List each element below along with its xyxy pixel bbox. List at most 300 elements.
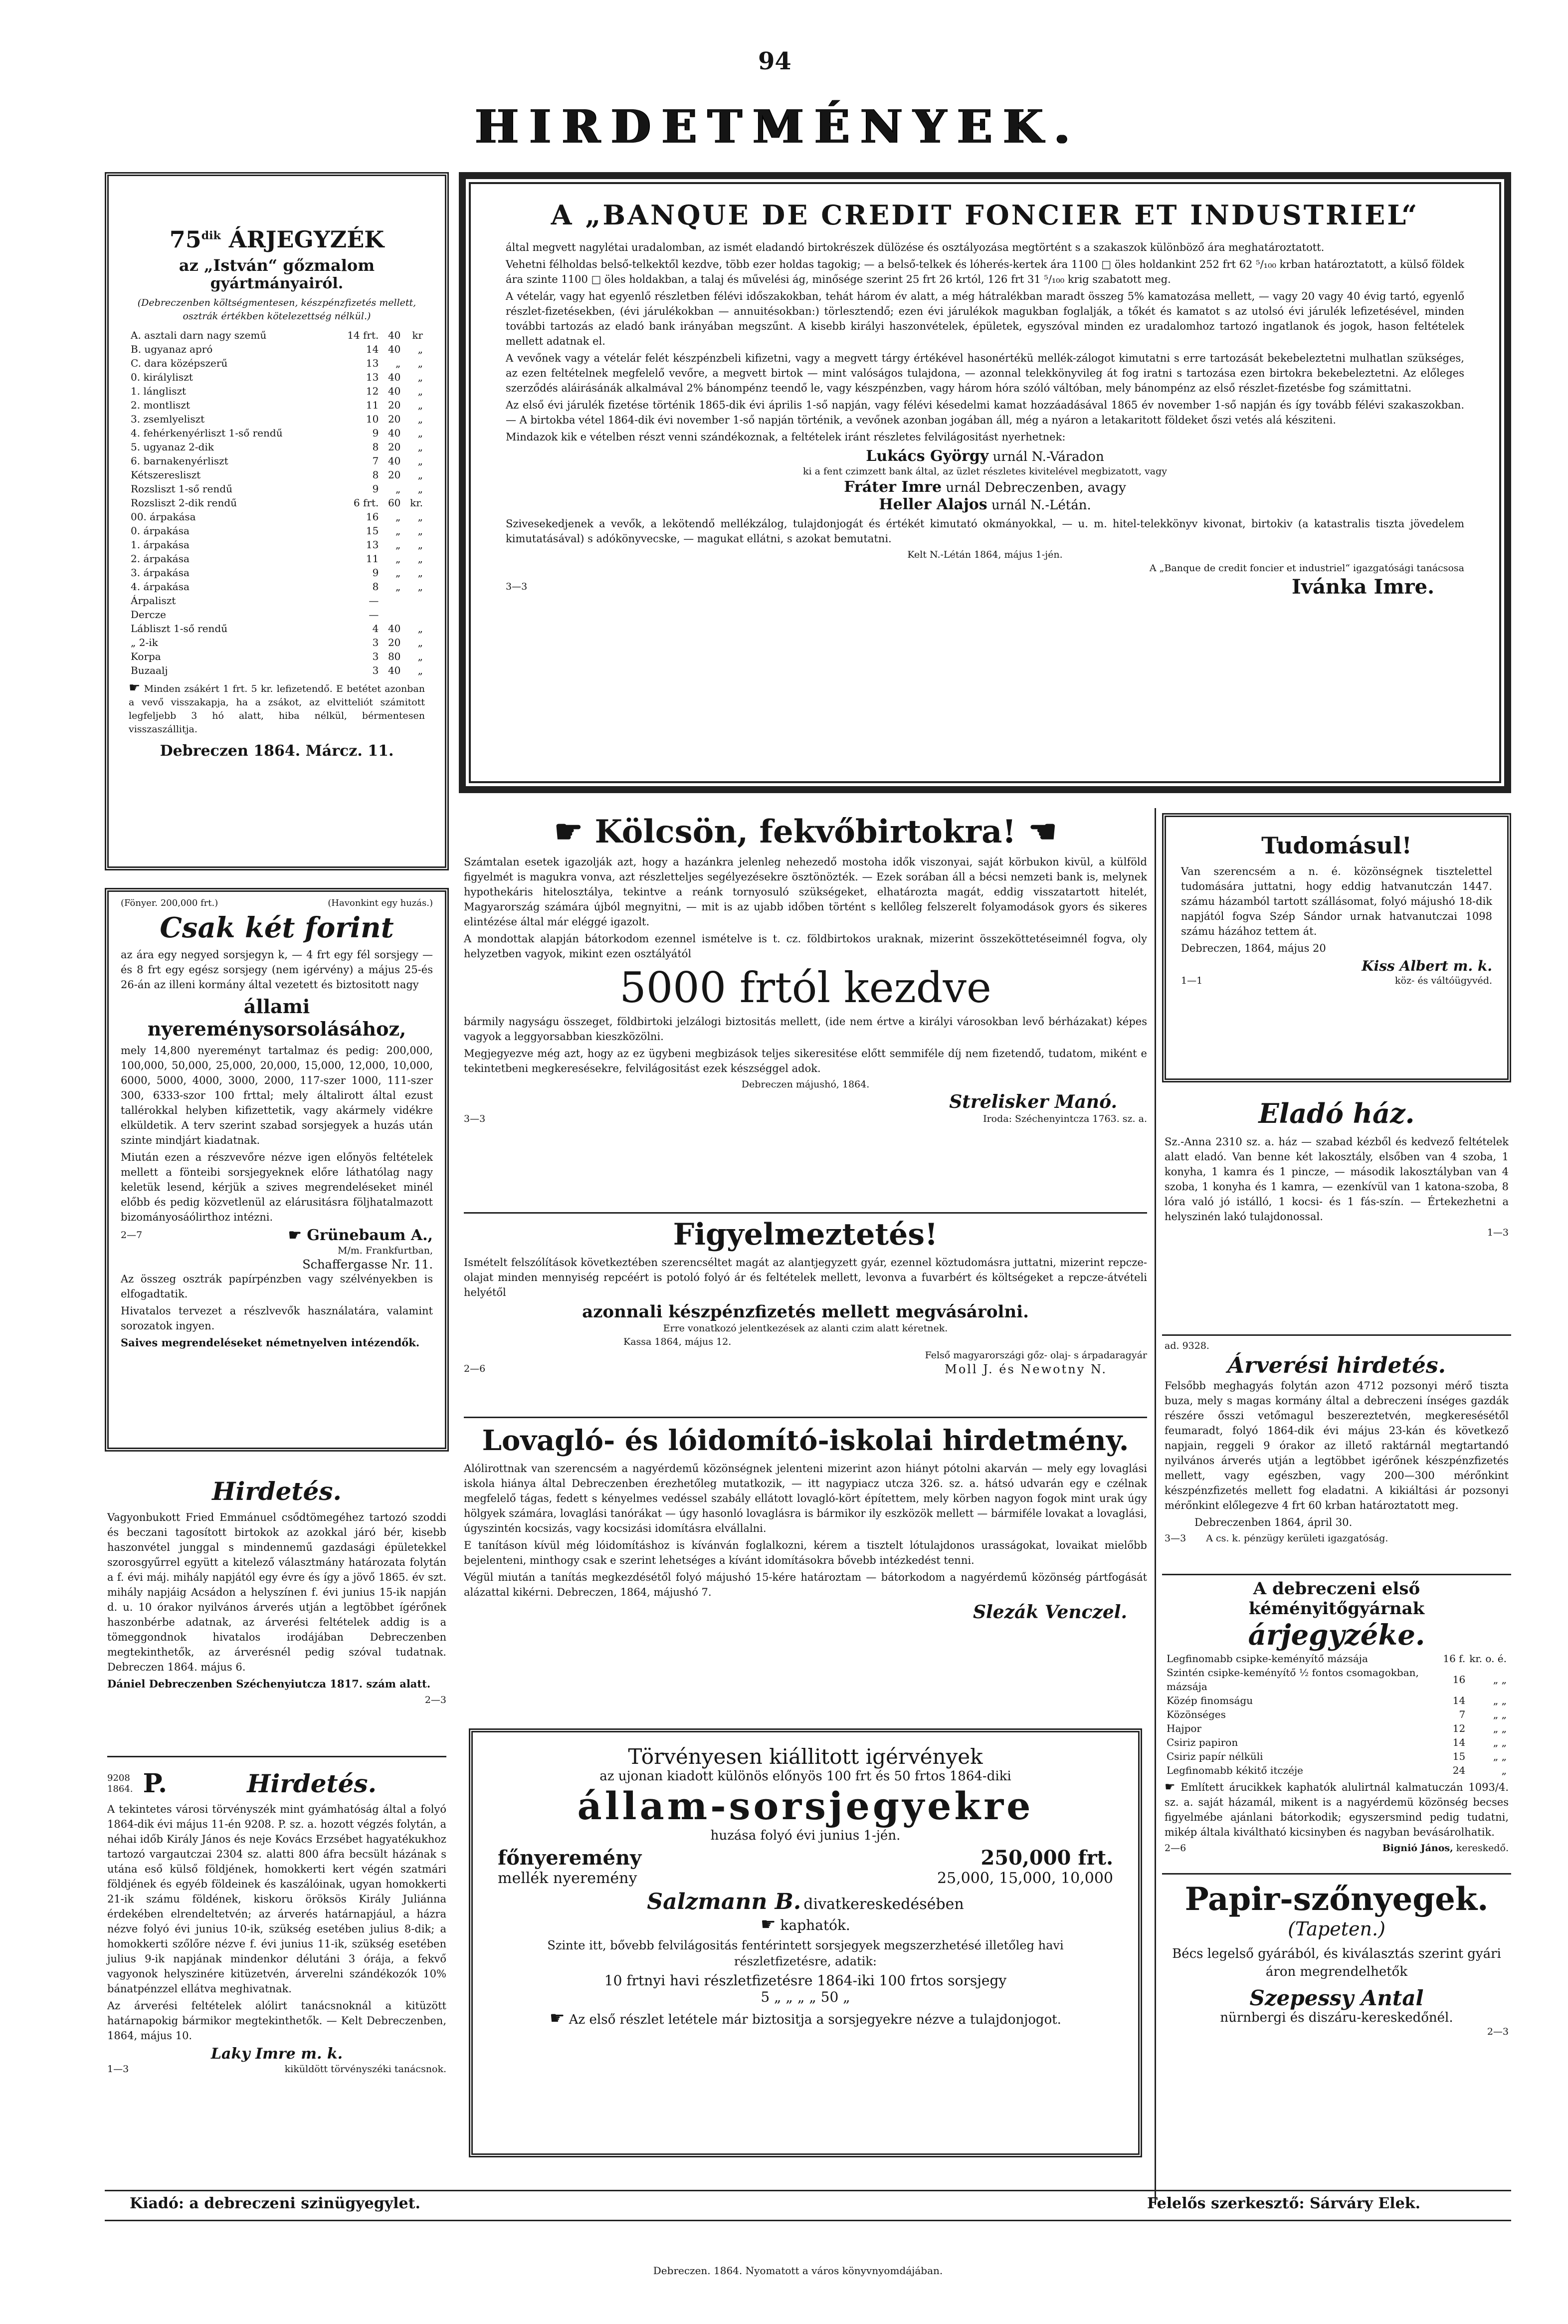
notice-1-title: Hirdetés. xyxy=(212,1477,342,1506)
price-value: 8 xyxy=(372,469,379,481)
price-value: „ xyxy=(395,357,401,369)
price-value: 20 xyxy=(388,469,401,481)
grand-prize-label: főnyeremény xyxy=(498,1846,642,1870)
starch-value: „ „ xyxy=(1493,1708,1507,1720)
price-row xyxy=(129,524,425,538)
banque-date: Kelt N.-Létán 1864, május 1-jén. xyxy=(907,549,1063,560)
lottery-paragraph-1: az ára egy negyed sorsjegyn k, — 4 frt egy fél sorsjegy — és 8 frt egy egész sorsjegy (nem igérvény) a május 25-és 26-án az illeni kormány által vezetett és biztositott nagy xyxy=(121,949,433,991)
house-for-sale-ref: 1—3 xyxy=(1487,1227,1509,1238)
price-value: „ xyxy=(417,455,423,467)
auction-signer: A cs. k. pénzügy kerületi igazgatóság. xyxy=(1206,1533,1388,1544)
price-row xyxy=(129,426,425,440)
wallpaper-role: nürnbergi és diszáru-kereskedőnél. xyxy=(1220,2010,1453,2025)
price-list-date: Debreczen 1864. Márcz. 11. xyxy=(160,742,394,760)
starch-value: 7 xyxy=(1459,1708,1466,1720)
lottery-paragraph-4: Az összeg osztrák papírpénzben vagy szélvényekben is elfogadtatik. xyxy=(121,1273,433,1300)
house-for-sale xyxy=(1165,1097,1509,1240)
auction-date: Debreczenben 1864, ápril 30. xyxy=(1194,1516,1353,1528)
price-value: 40 xyxy=(388,385,401,397)
loan-ref: 3—3 xyxy=(464,1113,486,1124)
price-value: „ xyxy=(395,539,401,551)
loan-paragraph-2: A mondottak alapján bátorkodom ezennel ismételve is t. cz. földbirtokos uraknak, mizerint összeköttetéseimnél fogva, oly helyzetben vagyok, mikint ezen osztályától xyxy=(464,933,1147,960)
price-value: „ xyxy=(395,483,401,495)
riding-school-text-2: E tanításon kívül még lóidomításhoz is kívánván foglalkozni, kérem a tisztelt lótulajdonos urasságokat, lovaikat mielőbb bejelenteni, minthogy csak e szerint lehetséges a kívánt idomításokra bővebb intézkedést tenni. xyxy=(464,1539,1147,1566)
price-value: „ xyxy=(417,483,423,495)
price-value: 16 xyxy=(366,511,379,523)
starch-title: A debreczeni első kéményitőgyárnak xyxy=(1248,1579,1425,1619)
price-row xyxy=(129,384,425,398)
starch-value: 12 xyxy=(1452,1722,1466,1734)
price-row xyxy=(129,594,425,608)
starch-value: 24 xyxy=(1452,1764,1466,1776)
price-item: Lábliszt 1-ső rendű xyxy=(131,623,228,634)
price-value: 14 xyxy=(366,343,379,355)
side-prize-amount: 25,000, 15,000, 10,000 xyxy=(937,1870,1113,1887)
starch-item: Közönséges xyxy=(1167,1708,1226,1720)
lottery-paragraph-2: mely 14,800 nyereményt tartalmaz és pedig: 200,000, 100,000, 50,000, 25,000, 20,000, 15,000, 12,000, 10,000, 6000, 5000, 4000, 3000, 2000, 117-szer 1000, 111-szer 300, 6333-szor 100 frttal; mely általirott által ezust tallérokkal helyben kifizettetik, vagy akármely vidékre elküldetik. A terv szerint szabad sorsjegyek a huzás után szinte mindjárt kiadatnak. xyxy=(121,1045,433,1146)
price-value: 20 xyxy=(388,399,401,411)
banque-contact-1-name: Lukács György xyxy=(866,447,989,465)
price-value: „ xyxy=(417,413,423,425)
starch-ref: 2—6 xyxy=(1165,1843,1186,1854)
price-value: „ xyxy=(417,469,423,481)
grand-prize-amount: 250,000 frt. xyxy=(980,1846,1113,1870)
footer-rule xyxy=(105,2190,1511,2191)
price-value: „ xyxy=(417,371,423,383)
starch-value: kr. o. é. xyxy=(1469,1653,1507,1665)
wallpaper-ref: 2—3 xyxy=(1487,2026,1509,2037)
divider xyxy=(1162,1334,1511,1336)
price-value: „ xyxy=(417,636,423,648)
price-item: 4. fehérkenyérliszt 1-ső rendű xyxy=(131,427,283,439)
pointing-hand-icon: ☛ xyxy=(761,1914,776,1934)
price-item: Rozsliszt 2-dik rendű xyxy=(131,497,237,509)
price-value: 13 xyxy=(366,539,379,551)
banque-title: A „BANQUE DE CREDIT FONCIER ET INDUSTRIEL“ xyxy=(551,199,1419,231)
price-value: 7 xyxy=(372,455,379,467)
divider xyxy=(1162,1873,1511,1875)
price-item: 4. árpakása xyxy=(131,581,190,593)
price-value: „ xyxy=(395,567,401,579)
price-item: 00. árpakása xyxy=(131,511,196,523)
price-item: 1. lángliszt xyxy=(131,385,187,397)
banque-paragraph: Vehetni félholdas belső-telkektől kezdve, több ezer holdas tagokig; — a belső-telkek és lóherés-kertek ára 1100 □ öles holdankint 252 frt 62 ⁵/₁₀₀ krban határoztatott, a külső földek ára szinte 1100 □ öles holdakban, a talaj és művelési ág, minősége szerint 25 frt 26 krtól, 126 frt 31 ⁵/₁₀₀ krig szabatott meg. xyxy=(506,258,1464,285)
notice-role: köz- és váltóügyvéd. xyxy=(1395,975,1492,986)
wallpaper-subtitle: (Tapeten.) xyxy=(1288,1918,1385,1940)
banque-signature: Ivánka Imre. xyxy=(1292,575,1434,599)
pointing-hand-icon: ☛ xyxy=(1165,1780,1176,1794)
warning-date: Kassa 1864, május 12. xyxy=(623,1336,732,1347)
banque-paragraphs xyxy=(506,240,1464,444)
banque-box xyxy=(459,172,1511,793)
starch-table xyxy=(1165,1652,1509,1777)
divider xyxy=(464,1417,1147,1418)
notice-2-ref: 1—3 xyxy=(107,2064,129,2075)
price-value xyxy=(381,594,402,608)
price-value: — xyxy=(369,609,379,621)
price-value: „ xyxy=(395,525,401,537)
price-value: 13 xyxy=(366,357,379,369)
price-row xyxy=(129,580,425,594)
banque-contact-2-name: Fráter Imre xyxy=(844,478,942,496)
notice-2 xyxy=(107,1768,446,2076)
price-item: Árpaliszt xyxy=(131,595,176,607)
starch-row xyxy=(1165,1707,1509,1721)
footer-rule xyxy=(105,2220,1511,2221)
price-value: „ xyxy=(417,343,423,355)
price-value: „ xyxy=(417,539,423,551)
price-value: „ xyxy=(417,441,423,453)
notice-2-text-2: Az árverési feltételek alólirt tanácsnoknál a kitüzött határnapokig bármikor megtekinthetők. — Kelt Debreczenben, 1864, május 10. xyxy=(107,2000,446,2042)
price-value: „ xyxy=(395,581,401,593)
lottery-heading: állami nyereménysorsolásához, xyxy=(147,995,406,1040)
price-row xyxy=(129,496,425,510)
lottery-ref: 2—7 xyxy=(121,1230,143,1241)
riding-school-text-3: Végül miután a tanítás megkezdésétől folyó májushó 15-kére határoztam — bátorkodom a nagyérdemű közönség pártfogását alázattal kikérni. Debreczen, 1864, májushó 7. xyxy=(464,1571,1147,1598)
price-row xyxy=(129,635,425,649)
price-value: 40 xyxy=(388,664,401,676)
banque-ref: 3—3 xyxy=(506,581,528,592)
starch-row xyxy=(1165,1693,1509,1707)
starch-role: kereskedő. xyxy=(1456,1843,1509,1854)
price-value: kr. xyxy=(410,497,423,509)
notice-date: Debreczen, 1864, május 20 xyxy=(1181,942,1326,954)
starch-item: Közép finomságu xyxy=(1167,1694,1253,1706)
starch-value: „ „ xyxy=(1493,1674,1507,1686)
price-item: 5. ugyanaz 2-dik xyxy=(131,441,214,453)
starch-value: 14 xyxy=(1452,1694,1466,1706)
starch-value: „ „ xyxy=(1493,1694,1507,1706)
price-value: 40 xyxy=(388,329,401,341)
starch-item: Legfinomabb csipke-keményítő mázsája xyxy=(1167,1653,1368,1665)
starch-row xyxy=(1165,1749,1509,1763)
price-row xyxy=(129,412,425,426)
divider xyxy=(464,1212,1147,1214)
merchant-rest: divatkereskedésében xyxy=(803,1896,964,1913)
price-row xyxy=(129,398,425,412)
banque-paragraph: által megvett nagylétai uradalomban, az ismét eladandó birtokrészek dülözése és osztályozása megtörtént s a szakaszok különböző ára meghatároztatott. xyxy=(506,241,1325,253)
price-item: 0. árpakása xyxy=(131,525,190,537)
starch-item: Hajpor xyxy=(1167,1722,1201,1734)
price-value: 3 xyxy=(372,650,379,662)
riding-school-title: Lovagló- és lóidomító-iskolai hirdetmény. xyxy=(482,1424,1129,1457)
starch-row xyxy=(1165,1721,1509,1735)
price-item: C. dara középszerű xyxy=(131,357,228,369)
banque-signed-for: A „Banque de credit foncier et industriel“ igazgatósági tanácsosa xyxy=(1149,563,1464,574)
price-item: 3. árpakása xyxy=(131,567,190,579)
price-item: 2. árpakása xyxy=(131,553,190,565)
promissory-available: kaphatók. xyxy=(780,1917,850,1933)
promissory-paragraph-1: Szinte itt, bővebb felvilágositás fentérintett sorsjegyek megszerzhetésé illetőleg havi részletfizetésre, adatik: xyxy=(547,1938,1064,1968)
price-value: 15 xyxy=(366,525,379,537)
price-item: 3. zsemlyeliszt xyxy=(131,413,205,425)
price-value: 3 xyxy=(372,664,379,676)
price-row xyxy=(129,566,425,580)
notice-2-signature: Laky Imre m. k. xyxy=(210,2045,343,2063)
wallpaper-title: Papir-szőnyegek. xyxy=(1184,1881,1489,1918)
banque-paragraph: Mindazok kik e vételben részt venni szándékoznak, a feltételek iránt részletes felvilágositást nyerhetnek: xyxy=(506,431,1066,443)
loan-paragraph-3: bármily nagyságu összeget, földbirtoki jelzálogi biztositás mellett, (ide nem értve a királyi városokban levő bérházakat) képes vagyok a leggyorsabban kieszközölni. xyxy=(464,1016,1147,1043)
price-value: „ xyxy=(417,427,423,439)
loan-date: Debreczen májushó, 1864. xyxy=(741,1079,870,1090)
warning-ad xyxy=(464,1217,1147,1376)
price-item: Kétszeresliszt xyxy=(131,469,201,481)
warning-company-2: Moll J. és Newotny N. xyxy=(945,1362,1107,1376)
starch-item: Csiriz papiron xyxy=(1167,1736,1238,1748)
starch-value: 15 xyxy=(1452,1750,1466,1762)
loan-office: Iroda: Széchenyintcza 1763. sz. a. xyxy=(983,1113,1147,1124)
divider xyxy=(1162,1574,1511,1575)
riding-school-text: Alólirottnak van szerencsém a nagyérdemű közönségnek jelenteni mizerint azon hiányt pótolni akarván — mely egy lovaglási iskola hiánya által Debreczenben érezhetőleg mutatkozik, — itt nagypiacz utcza 326. sz. a. hátsó udvarán egy e czélnak megfelelő tágas, fedett s kényelmes vedéssel szabály ellátott lovagló-kört építettem, mely körben nagyon fogok mint urak úgy hölgyek számára, lovaglási tanórákat — úgy hasonló lovaglásra is bármikor ily eszközök mellett — bármiféle lovakat a lovaglási, úgyszintén kocsizás, vagy kocsizási idomításra elvállalni. xyxy=(464,1463,1147,1534)
riding-school-signature: Slezák Venczel. xyxy=(973,1602,1127,1623)
price-row xyxy=(129,440,425,454)
price-table xyxy=(129,328,425,677)
price-item: A. asztali darn nagy szemű xyxy=(131,329,267,341)
wallpaper-ad xyxy=(1165,1881,1509,2039)
promissory-line-2: az ujonan kiadott különös előnyös 100 frt és 50 frtos 1864-diki xyxy=(599,1769,1011,1784)
starch-value: 16 xyxy=(1452,1674,1466,1686)
footer-publisher: Kiadó: a debreczeni szinügyegylet. xyxy=(130,2195,420,2212)
auction-title: Árverési hirdetés. xyxy=(1227,1353,1446,1378)
auction-ref: 3—3 xyxy=(1165,1533,1186,1544)
loan-paragraph-4: Megjegyezve még azt, hogy az ez ügybeni megbizások teljes sikeresitése előtt semmiféle díj nem fizetendő, tudatom, miként e tekintetbeni megkeresésekre, felvilágositást ezek készséggel adok. xyxy=(464,1048,1147,1074)
price-row xyxy=(129,622,425,635)
price-value: 20 xyxy=(388,636,401,648)
price-value: 11 xyxy=(366,399,379,411)
price-value: 12 xyxy=(366,385,379,397)
pointing-hand-icon: ☛ xyxy=(550,2008,565,2028)
price-list-note: (Debreczenben költségmentesen, készpénzfizetés mellett, osztrák értékben kötelezettség nélkül.) xyxy=(137,297,416,322)
lottery-ad-box xyxy=(105,888,449,1452)
price-item: 6. barnakenyérliszt xyxy=(131,455,228,467)
price-item: 2. montliszt xyxy=(131,399,190,411)
banque-contact-3-name: Heller Alajos xyxy=(879,496,987,513)
starch-row xyxy=(1165,1666,1509,1693)
price-row xyxy=(129,608,425,622)
lottery-signature: Grünebaum A., xyxy=(307,1227,433,1244)
price-value: „ xyxy=(417,650,423,662)
notice-ref: 1—1 xyxy=(1181,975,1203,986)
price-item: Rozsliszt 1-ső rendű xyxy=(131,483,232,495)
auction-notice xyxy=(1165,1339,1509,1545)
price-list-subtitle-2: gyártmányairól. xyxy=(210,275,344,292)
price-value: 40 xyxy=(388,427,401,439)
auction-number: ad. 9328. xyxy=(1165,1340,1209,1351)
divider xyxy=(107,1756,446,1757)
footer-printer: Debreczen. 1864. Nyomatott a város könyvnyomdájában. xyxy=(653,2265,943,2277)
warning-ref: 2—6 xyxy=(464,1363,486,1374)
loan-title: Kölcsön, fekvőbirtokra! xyxy=(594,813,1016,850)
price-item: 1. árpakása xyxy=(131,539,190,551)
lottery-signature-line-2: M/m. Frankfurtban, xyxy=(337,1245,433,1256)
notice-2-year: 1864. xyxy=(107,1783,133,1794)
price-row xyxy=(129,663,425,677)
riding-school-ad xyxy=(464,1424,1147,1623)
price-row xyxy=(129,482,425,496)
notice-1-ref: 2—3 xyxy=(424,1694,446,1705)
notice-2-number: 9208 xyxy=(107,1772,130,1783)
price-row xyxy=(129,538,425,552)
warning-bold: azonnali készpénzfizetés mellett megvásárolni. xyxy=(582,1302,1029,1322)
price-row xyxy=(129,552,425,566)
price-list-box xyxy=(105,172,449,870)
price-value: „ xyxy=(417,385,423,397)
lottery-paragraph-3: Miután ezen a részvevőre nézve igen előnyös feltételek mellett a fönteibi sorsjegyeknek előre láthatólag nagy keletük lesend, kérjük a szives megrendeléseket minél előbb és pedig közvetlenül az elárusitásra följhatalmazott bizományosáólirthoz intézni. xyxy=(121,1151,433,1223)
starch-price-list xyxy=(1165,1579,1509,1855)
loan-ad xyxy=(464,813,1147,1126)
price-value: 14 frt. xyxy=(347,329,379,341)
price-value: „ xyxy=(417,623,423,634)
starch-row xyxy=(1165,1735,1509,1749)
house-for-sale-text: Sz.-Anna 2310 sz. a. ház — szabad kézből és kedvező feltételek alatt eladó. Van benne két lakosztály, elsőben van 4 szoba, 1 konyha, 1 kamra és 1 pincze, — második lakosztályban van 4 szoba, 1 konyha és 1 kamra, — ezenkívül van 1 katona-szoba, 8 lóra való jó istálló, 1 kocsi- és 1 fás-szín. — Értekezhetni a helyszinén lakó tulajdonossal. xyxy=(1165,1136,1509,1223)
promissory-line-1: Törvényesen kiállitott igérvények xyxy=(628,1744,983,1769)
notice-2-text: A tekintetes városi törvényszék mint gyámhatóság által a folyó 1864-dik évi május 11-én 9208. P. sz. a. hozott végzés folytán, a néhai időb Király János és neje Kovács Erzsébet hagyatékukhoz tartozó vargautczai 2304 sz. alatti 800 áfra becsült házának s utána eső külső földjének, homokkerti kert végén szatmári földjének és egyéb földeinek és kaszálóinak, ugyan homokkerti 21-ik számu földének, kiskoru öröksös Király Juliánna érdekében elrendeltetvén; az árverés határnapjául, a házra nézve folyó évi junius 10-ik, szükség esetében julius 8-dik; a homokkerti szőlőre nézve f. évi junius 11-ik, szükség esetében julius 9-ik napjának mindenkor délutáni 3 órája, a fekvő vagyonok helyszinére kitüzetvén, árverelni szándékozók 10% bánatpénzzel ellátva meghivatnak. xyxy=(107,1803,446,1995)
price-value: 6 frt. xyxy=(353,497,379,509)
price-value: 13 xyxy=(366,371,379,383)
notice-signature: Kiss Albert m. k. xyxy=(1362,958,1492,974)
notice-text: Van szerencsém a n. é. közönségnek tisztelettel tudomására juttatni, hogy eddig hatvanutczán 1447. számu házamból tartott szállásomat, folyó májushó 18-dik napjától fogva Szép Sándor urnak hatvanutczai 1098 számu házához tettem át. xyxy=(1181,865,1492,937)
price-row xyxy=(129,356,425,370)
warning-text-2: Erre vonatkozó jelentkezések az alanti czim alatt kéretnek. xyxy=(663,1323,948,1334)
price-value: 3 xyxy=(372,636,379,648)
house-for-sale-title: Eladó ház. xyxy=(1258,1097,1415,1129)
price-list-number-suffix: dik xyxy=(201,229,221,242)
price-value: „ xyxy=(417,664,423,676)
price-value: 10 xyxy=(366,413,379,425)
starch-value: „ „ xyxy=(1493,1736,1507,1748)
notice-1-signer: Dániel Debreczenben Széchenyiutcza 1817. szám alatt. xyxy=(107,1678,431,1690)
price-value: „ xyxy=(417,357,423,369)
price-value: 8 xyxy=(372,441,379,453)
price-value: 9 xyxy=(372,427,379,439)
promissory-line-4: huzása folyó évi junius 1-jén. xyxy=(710,1828,901,1843)
starch-value: 16 f. xyxy=(1443,1653,1466,1665)
wallpaper-signer: Szepessy Antal xyxy=(1249,1986,1424,2010)
banque-paragraph: Az első évi járulék fizetése történik 1865-dik évi április 1-ső napján, vagy félévi késedelmi kamat hozzáadásával 1865 év november 1-ső napján és így tovább félévi szakaszokban. — A birtokba vétel 1864-dik évi november 1-ső napján történik, a vevőnek azonban jogában áll, még a nyáron a letakaritott földeket őszi vetés alá késziteni. xyxy=(506,399,1464,426)
notice-box xyxy=(1162,813,1511,1082)
promissory-box xyxy=(469,1728,1142,2157)
price-row xyxy=(129,342,425,356)
notice-2-role: kiküldött törvényszéki tanácsnok. xyxy=(284,2064,446,2075)
notice-title: Tudomásul! xyxy=(1261,832,1412,859)
loan-signature: Strelisker Manó. xyxy=(949,1091,1117,1112)
price-value xyxy=(402,608,425,622)
starch-subtitle: árjegyzéke. xyxy=(1248,1619,1425,1652)
price-row xyxy=(129,510,425,524)
price-list-footer: ☛ Minden zsákért 1 frt. 5 kr. lefizetendő. E betétet azonban a vevő visszakapja, ha a zsákot, az elvitteliót számitott legfeljebb 3 hó alatt, hiba nélkül, bérmentesen visszaszállitja. xyxy=(129,680,425,735)
banque-contact-3-rest: urnál N.-Létán. xyxy=(991,498,1091,513)
price-value: „ xyxy=(417,511,423,523)
price-list-subtitle-1: az „István“ gőzmalom xyxy=(179,256,375,275)
notice-1-text: Vagyonbukott Fried Emmánuel csődtömegéhez tartozó szoddi és beczani tagosított birtokok az azokkal járó bér, kisebb haszonvétel junggal s mindennemű gazdasági épületekkel szorosgyűrrel együtt a kitelező választmány határozata folytán a f. évi máj. mihály napjától egy évre és így a jövő 1865. év szt. mihály napjáig Acsádon a helyszínen f. évi junius 15-ik napján d. u. 10 órakor nyilvános árverés utján a legtöbbet ígérőnek haszonbérbe adatnak, az árverési feltételek addig is a tömeggondnok hivatalos irodájában Debreczenben megtekinthetők, az árverésnél pedig szóval tudatnak. Debreczen 1864. május 6. xyxy=(107,1511,446,1673)
notice-1 xyxy=(107,1477,446,1707)
banque-contact-1-rest: urnál N.-Váradon xyxy=(992,449,1104,464)
wallpaper-text: Bécs legelső gyárából, és kiválasztás szerint gyári áron megrendelhetők xyxy=(1172,1946,1501,1979)
banque-paragraph: A vételár, vagy hat egyenlő részletben félévi időszakokban, tehát három év alatt, a még hátralékban maradt összeg 5% kamatozása mellett, — vagy 20 vagy 40 évig tartó, egyenlő részlet-fizetésekben, (évi járulékokban — annuitésokban:) törlesztendő; ezen évi járulékok magukban foglalják, a tőkét és kamatot s az utolsó évi járulék lefizetésével, minden további tartozás az eladó bank irányában megszűnt. A kisebb királyi haszonvételek, épületek, egyszóval minden ez uradalomhoz tartozó ingatlanok és jogok, hason feltételek mellett adatnak el. xyxy=(506,290,1464,347)
price-value: 40 xyxy=(388,623,401,634)
pointing-hand-icon: ☛ xyxy=(554,813,583,850)
price-value: 11 xyxy=(366,553,379,565)
loan-paragraph-1: Számtalan esetek igazolják azt, hogy a hazánkra jelenleg nehezedő mostoha idők viszonyai, saját körbukon kivül, a külföld figyelmét is magukra vonva, azt részletteljes segélyezésekre ösztönözték. — Ezek sorában áll a bécsi nemzeti bank is, melynek hypothekáris hitelosztálya, tekintve a reánk tornyosuló szükségeket, elhatározta magát, eddig visszatartott hitelét, Magyarország számára újból megnyitni, — mit is az ujabb időben történt s kellőleg felszerelt folyamodások gyors és sikeres elintézése által már eléggé igazolt. xyxy=(464,856,1147,928)
column-divider xyxy=(1155,808,1156,2205)
price-value: „ xyxy=(417,525,423,537)
footer-editor: Felelős szerkesztő: Sárváry Elek. xyxy=(1147,2195,1421,2212)
starch-signer: Bignió János, xyxy=(1382,1843,1453,1854)
price-value: „ xyxy=(417,581,423,593)
price-value: 40 xyxy=(388,371,401,383)
page-number: 94 xyxy=(758,47,791,75)
price-item: Buzaalj xyxy=(131,664,168,676)
notice-2-title: Hirdetés. xyxy=(247,1769,377,1798)
pointing-hand-icon: ☛ xyxy=(288,1227,302,1244)
price-item: „ 2-ik xyxy=(131,636,158,648)
price-value: 8 xyxy=(372,581,379,593)
notice-2-p: P. xyxy=(143,1768,168,1799)
price-value: „ xyxy=(417,567,423,579)
price-value: „ xyxy=(417,553,423,565)
auction-text: Felsőbb meghagyás folytán azon 4712 pozsonyi mérő tiszta buza, mely s magas kormány által a debreczeni ínséges gazdák részére ősszi vetőmagul beszereztetvén, megkeresésétől feumaradt, folyó 1864-dik évi május 23-kán és következő napjain, reggeli 9 órakor az illető raktárnál megtartandó nyilvános árverés utján a legtöbbet igérőnek készpénzfizetés mellett, vagy egészben, vagy 200—300 mérőnkint készpénzfizetés mellett fog eladatni. A kikiáltási ár pozsonyi mérőnkint előlegezve 4 frt 60 krban határoztatott meg. xyxy=(1165,1380,1509,1511)
price-value: — xyxy=(369,595,379,607)
price-value: 4 xyxy=(372,623,379,634)
banque-paragraph: A vevőnek vagy a vételár felét készpénzbeli kifizetni, vagy a megvett tárgy értékével hasonértékü mellék-zálogot kimutatni s erre tartozását bekebeleztetni mulhatlan szükséges, az ezen feltételnek megfelelő vevőre, a megvett birtok — mint valóságos tulajdona, — azonnal telekkönyvileg át fog iratni s tartozása ezen birtokra bekebeleztetni. Az előleges szerződés aláirásánák alkalmával 2% bánompénz teendő le, vagy készpénzben, vagy három hóra szóló váltóban, mely bánompénz az első részlet-fizetésbe fog számittatni. xyxy=(506,352,1464,394)
starch-value: 14 xyxy=(1452,1736,1466,1748)
price-value: 40 xyxy=(388,343,401,355)
warning-company-1: Felső magyarországi gőz- olaj- s árpadaragyár xyxy=(925,1350,1147,1361)
lottery-paragraph-6: Saives megrendeléseket németnyelven intézendők. xyxy=(121,1336,420,1349)
banque-closing: Szivesekedjenek a vevők, a lekötendő mellékzálog, tulajdonjogát és értékét kimutató okmányokkal, — u. m. hitel-telekkönyv kivonat, birtokiv (a katastralis tiszta jövedelem kimutatásával) s adókönyvecske, — magukat ellátni, s azokat bemutatni. xyxy=(506,518,1464,545)
starch-item: Legfinomabb kékitő itczéje xyxy=(1167,1764,1303,1776)
lottery-signature-line-3: Schaffergasse Nr. 11. xyxy=(302,1258,433,1271)
starch-item: Csiriz papír nélküli xyxy=(1167,1750,1263,1762)
price-value: „ xyxy=(395,553,401,565)
masthead: HIRDETMÉNYEK. xyxy=(475,100,1081,154)
promissory-line-3: állam-sorsjegyekre xyxy=(577,1784,1034,1828)
price-row xyxy=(129,649,425,663)
banque-contact-2-rest: urnál Debreczenben, avagy xyxy=(946,480,1126,495)
starch-row xyxy=(1165,1763,1509,1777)
price-item: B. ugyanaz apró xyxy=(131,343,213,355)
price-row xyxy=(129,328,425,342)
lottery-title: Csak két forint xyxy=(160,911,394,944)
warning-title: Figyelmeztetés! xyxy=(673,1217,938,1252)
side-prize-label: mellék nyeremény xyxy=(498,1870,637,1887)
price-list-number: 75 xyxy=(169,226,201,253)
starch-row xyxy=(1165,1652,1509,1666)
banque-contact-1-line-2: ki a fent czimzett bank által, az üzlet részletes kivitelével megbizatott, vagy xyxy=(802,466,1168,477)
starch-value: „ „ xyxy=(1493,1722,1507,1734)
price-list-title: ÁRJEGYZÉK xyxy=(228,226,385,253)
warning-text: Ismételt felszólítások következtében szerencséltet magát az alantjegyzett gyár, ezennel köztudomásra juttatni, mizerint repcze-olajat minden mennyiség repcéért is potoló folyó ár és feltételek mellett, levonva a fuvarbért és költségeket a repcze-átvételi helyétől xyxy=(464,1257,1147,1298)
lottery-paragraph-5: Hivatalos tervezet a részlvevők használatára, valamint sorozatok ingyen. xyxy=(121,1305,433,1332)
starch-note: Említett árucikkek kaphatók alulirtnál kalmatuczán 1093/4. sz. a. saját házamál, mikent is a nagyérdemü közönség becses figyelmébe ajánlani bátorkodik; egyszersmind pedig tudatni, mikép általa kiváltható kicsinyben és nagyban bevásárolhatik. xyxy=(1165,1781,1509,1838)
starch-value: „ „ xyxy=(1493,1750,1507,1762)
price-value: 20 xyxy=(388,413,401,425)
starch-value: „ xyxy=(1501,1764,1507,1776)
price-value: 9 xyxy=(372,483,379,495)
merchant-name: Salzmann B. xyxy=(647,1889,801,1914)
price-row xyxy=(129,454,425,468)
promissory-paragraph-2b: 5 „ „ „ „ 50 „ xyxy=(761,1989,850,2005)
price-value: kr xyxy=(412,329,423,341)
price-value: 9 xyxy=(372,567,379,579)
price-value: „ xyxy=(417,399,423,411)
pointing-hand-icon: ☛ xyxy=(129,680,141,695)
lottery-corner-left: (Fönyer. 200,000 frt.) xyxy=(121,898,218,908)
price-item: Korpa xyxy=(131,650,161,662)
price-value xyxy=(381,608,402,622)
starch-item: Szintén csipke-keményítő ½ fontos csomagokban, mázsája xyxy=(1167,1667,1419,1692)
price-item: 0. királyliszt xyxy=(131,371,193,383)
